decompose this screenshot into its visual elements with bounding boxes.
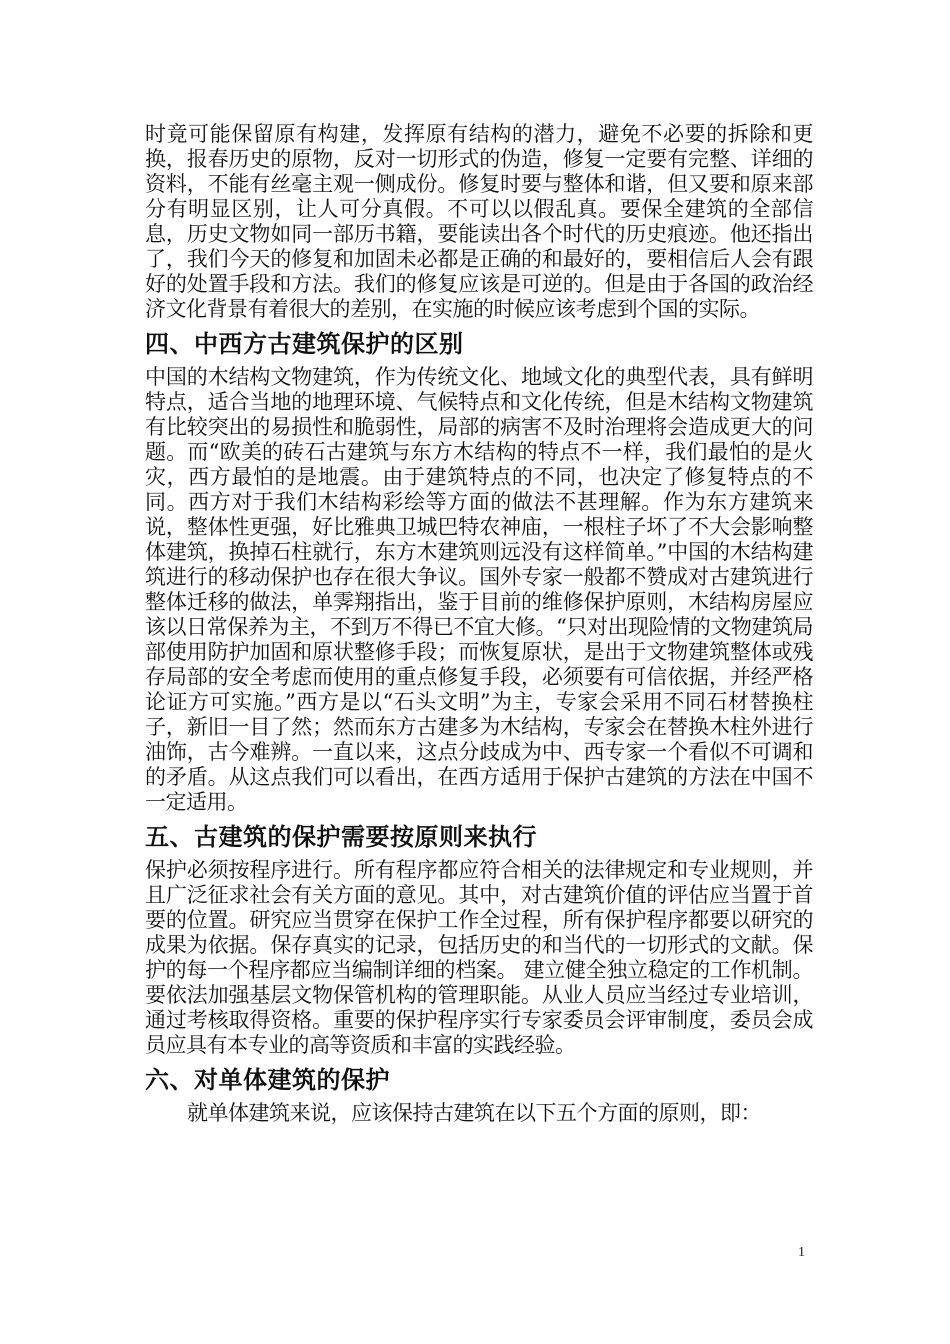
page-number: 1 bbox=[798, 1245, 805, 1260]
paragraph-intro: 时竟可能保留原有构建，发挥原有结构的潜力，避免不必要的拆除和更换，报春历史的原物，反对一切形式的伪造，修复一定要有完整、详细的资料，不能有丝毫主观一侧成份。修复时要与整体和谐，但又要和原来部分有明显区别，让人可分真假。不可以以假乱真。要保全建筑的全部信息，历史文物如同一部历书籍，要能读出各个时代的历史痕迹。他还指出了，我们今天的修复和加固未必都是正确的和最好的，要相信后人会有跟好的处置手段和方法。我们的修复应该是可逆的。但是由于各国的政治经济文化背景有着很大的差别，在实施的时候应该考虑到个国的实际。 bbox=[145, 122, 813, 321]
section-heading-6: 六、对单体建筑的保护 bbox=[145, 1066, 390, 1094]
paragraph-section-5: 保护必须按程序进行。所有程序都应符合相关的法律规定和专业规则，并且广泛征求社会有关方面的意见。其中，对古建筑价值的评估应当置于首要的位置。研究应当贯穿在保护工作全过程，所有保护程序都要以研究的成果为依据。保存真实的记录，包括历史的和当代的一切形式的文献。保护的每一个程序都应当编制详细的档案。 建立健全独立稳定的工作机制。要依法加强基层文物保管机构的管理职能。从业人员应当经过专业培训，通过考核取得资格。重要的保护程序实行专家委员会评审制度，委员会成员应具有本专业的高等资质和丰富的实践经验。 bbox=[145, 858, 813, 1057]
paragraph-section-6: 就单体建筑来说，应该保持古建筑在以下五个方面的原则，即： bbox=[187, 1101, 761, 1125]
paragraph-section-4: 中国的木结构文物建筑，作为传统文化、地域文化的典型代表，具有鲜明特点，适合当地的地理环境、气候特点和文化传统，但是木结构文物建筑有比较突出的易损性和脆弱性，局部的病害不及时治理将会造成更大的问题。而“欧美的砖石古建筑与东方木结构的特点不一样，我们最怕的是火灾，西方最怕的是地震。由于建筑特点的不同，也决定了修复特点的不同。西方对于我们木结构彩绘等方面的做法不甚理解。作为东方建筑来说，整体性更强，好比雅典卫城巴特农神庙，一根柱子坏了不大会影响整体建筑，换掉石柱就行，东方木建筑则远没有这样简单。”中国的木结构建筑进行的移动保护也存在很大争议。国外专家一般都不赞成对古建筑进行整体迁移的做法，单霁翔指出，鉴于目前的维修保护原则，木结构房屋应该以日常保养为主，不到万不得已不宜大修。“只对出现险情的文物建筑局部使用防护加固和原状整修手段；而恢复原状，是出于文物建筑整体或残存局部的安全考虑而使用的重点修复手段，必须要有可信依据，并经严格论证方可实施。”西方是以“石头文明”为主，专家会采用不同石材替换柱子，新旧一目了然；然而东方古建多为木结构，专家会在替换木柱外进行油饰，古今难辨。一直以来，这点分歧成为中、西专家一个看似不可调和的矛盾。从这点我们可以看出，在西方适用于保护古建筑的方法在中国不一定适用。 bbox=[145, 365, 813, 814]
section-heading-5: 五、古建筑的保护需要按原则来执行 bbox=[145, 823, 537, 851]
document-body bbox=[145, 122, 813, 1126]
section-heading-4: 四、中西方古建筑保护的区别 bbox=[145, 330, 464, 358]
